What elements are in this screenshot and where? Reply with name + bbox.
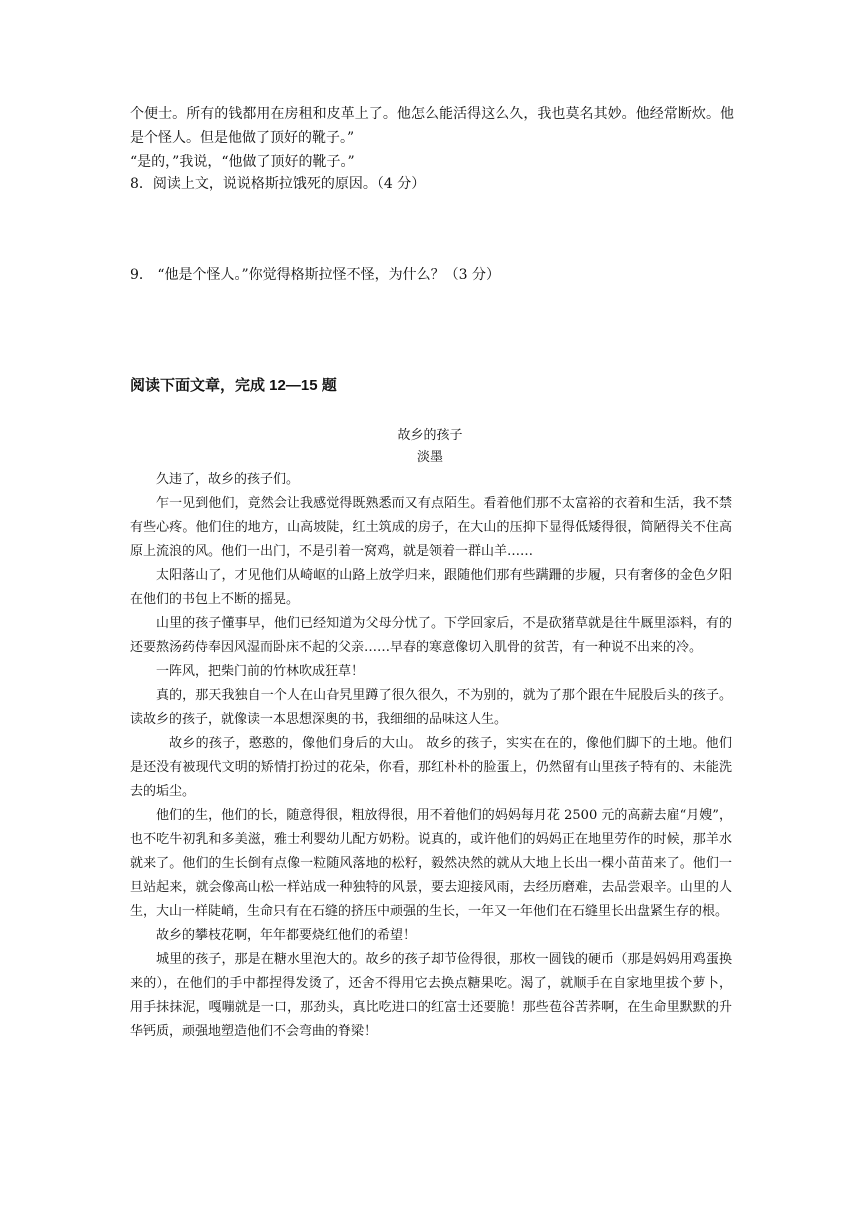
previous-passage-ending (130, 102, 734, 174)
story-paragraph: 太阳落山了，才见他们从崎岖的山路上放学归来，跟随他们那有些蹒跚的步履，只有奢侈的金色夕阳在他们的书包上不断的摇晃。 (130, 568, 732, 607)
story-paragraph: 城里的孩子，那是在糖水里泡大的。故乡的孩子却节俭得很，那枚一圆钱的硬币（那是妈妈用鸡蛋换来的），在他们的手中都捏得发烫了，还舍不得用它去换点糖果吃。渴了，就顺手在自家地里拔个萝卜，用手抹抹泥，嘎嘣就是一口，那劲头，真比吃进口的红富士还要脆！那些苞谷苦荞啊，在生命里默默的升华钙质，顽强地塑造他们不会弯曲的脊梁！ (130, 952, 732, 1039)
passage-paragraph: 个便士。所有的钱都用在房租和皮革上了。他怎么能活得这么久，我也莫名其妙。他经常断炊。他是个怪人。但是他做了顶好的靴子。” (130, 106, 734, 146)
story-paragraph: 一阵风，把柴门前的竹林吹成狂草！ (156, 664, 365, 679)
story-body (130, 468, 732, 1044)
story-paragraph: 久违了，故乡的孩子们。 (156, 472, 300, 487)
story-paragraph: 故乡的攀枝花啊，年年都要烧红他们的希望！ (156, 928, 417, 943)
story-author: 淡墨 (416, 450, 443, 465)
story-paragraph: 他们的生，他们的长，随意得很，粗放得很，用不着他们的妈妈每月花 2500 元的高薪去雇“月嫂”，也不吃牛初乳和多美滋，雅士利婴幼儿配方奶粉。说真的，或许他们的妈妈正在地里劳作的时候，那羊水就来了。他们的生长倒有点像一粒随风落地的松籽，毅然决然的就从大地上长出一棵小苗苗来了。他们一旦站起来，就会像高山松一样站成一种独特的风景，要去迎接风雨，去经历磨难，去品尝艰辛。山里的人生，大山一样陡峭，生命只有在石缝的挤压中顽强的生长，一年又一年他们在石缝里长出盘紧生存的根。 (130, 808, 732, 919)
section-heading: 阅读下面文章，完成 12—15 题 (130, 377, 337, 394)
story-paragraph: 乍一见到他们，竟然会让我感觉得既熟悉而又有点陌生。看着他们那不太富裕的衣着和生活，我不禁有些心疼。他们住的地方，山高坡陡，红土筑成的房子，在大山的压抑下显得低矮得很，简陋得关不住高原上流浪的风。他们一出门，不是引着一窝鸡，就是领着一群山羊…… (130, 496, 732, 559)
story-paragraph: 真的，那天我独自一个人在山旮旯里蹲了很久很久，不为别的，就为了那个跟在牛屁股后头的孩子。读故乡的孩子，就像读一本思想深奥的书，我细细的品味这人生。 (130, 688, 732, 727)
story-title: 故乡的孩子 (397, 428, 463, 443)
passage-paragraph: “是的，”我说，“他做了顶好的靴子。” (130, 154, 355, 170)
question-9: 9． “他是个怪人。”你觉得格斯拉怪不怪，为什么？（3 分） (130, 267, 501, 283)
story-paragraph: 故乡的孩子，憨憨的，像他们身后的大山。 故乡的孩子，实实在在的，像他们脚下的土地。他们是还没有被现代文明的矫情打扮过的花朵，你看，那红朴朴的脸蛋上，仍然留有山里孩子特有的、未能洗去的垢尘。 (130, 736, 732, 799)
question-8: 8．阅读上文，说说格斯拉饿死的原因。（4 分） (130, 176, 426, 192)
story-paragraph: 山里的孩子懂事早，他们已经知道为父母分忧了。下学回家后，不是砍猪草就是往牛厩里添料，有的还要熬汤药侍奉因风湿而卧床不起的父亲……早春的寒意像切入肌骨的贫苦，有一种说不出来的冷。 (130, 616, 732, 655)
